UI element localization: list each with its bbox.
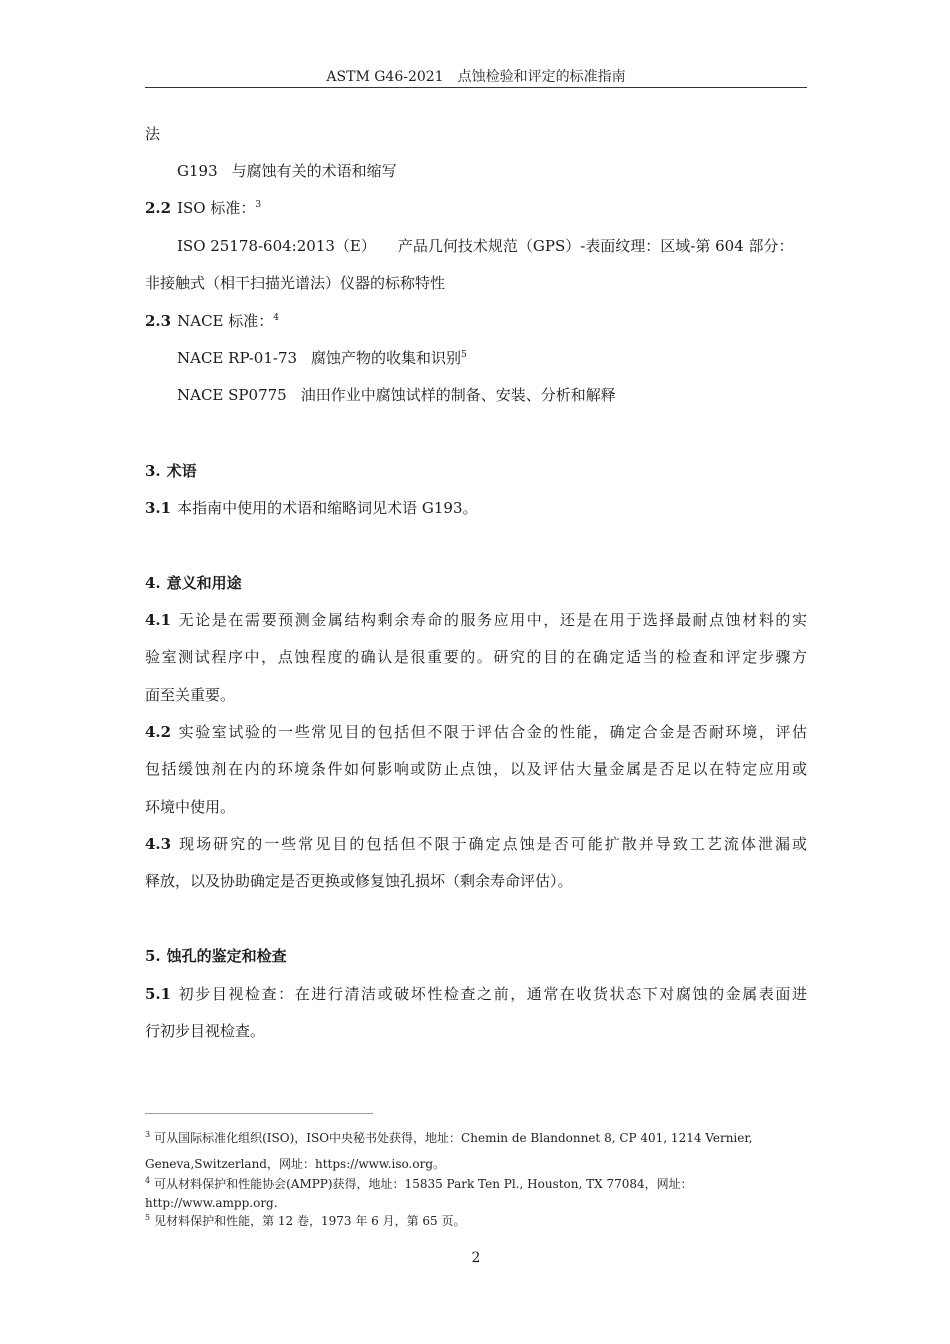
clause-3-1: [145, 498, 807, 518]
reference-nace-rp0173: [177, 348, 839, 368]
footnote-ref: 5: [461, 350, 467, 360]
nace-standards-heading: [145, 311, 807, 331]
footnote-mark: 5: [145, 1213, 151, 1222]
clause-number: 4.1: [145, 611, 172, 629]
clause-4-1-line2: 验室测试程序中，点蚀程度的确认是很重要的。研究的目的在确定适当的检查和评定步骤方: [145, 648, 807, 666]
clause-number: 4.2: [145, 723, 172, 741]
clause-4-2-line3: 环境中使用。: [145, 798, 236, 816]
clause-5-1-line1: [145, 984, 807, 1004]
section-3-heading: [145, 461, 807, 481]
reference-title: 腐蚀产物的收集和识别: [311, 349, 462, 367]
clause-4-1-line1: [145, 610, 807, 630]
header-rule: [145, 87, 807, 88]
section-title: 蚀孔的鉴定和检查: [166, 947, 287, 965]
running-header: ASTM G46-2021 点蚀检验和评定的标准指南: [326, 69, 626, 85]
section-number: 5.: [145, 947, 161, 965]
clause-4-2-line1: [145, 722, 807, 742]
clause-text: 初步目视检查：在进行清洁或破坏性检查之前，通常在收货状态下对腐蚀的金属表面进: [177, 985, 807, 1003]
clause-number: 3.1: [145, 499, 172, 517]
reference-iso-25178: [177, 236, 807, 256]
footnote-4-line1: [145, 1176, 807, 1192]
footnote-text: 见材料保护和性能，第 12 卷，1973 年 6 月，第 65 页。: [154, 1214, 466, 1228]
reference-code: ISO 25178-604:2013（E）: [177, 237, 376, 255]
section-number: 3.: [145, 462, 161, 480]
footnote-ref: 4: [273, 313, 279, 323]
reference-nace-sp0775: [177, 385, 839, 405]
clause-5-1-line2: 行初步目视检查。: [145, 1022, 266, 1040]
clause-text: 实验室试验的一些常见目的包括但不限于评估合金的性能，确定合金是否耐环境，评估: [177, 723, 807, 741]
clause-number: 2.3: [145, 312, 172, 330]
clause-4-1-line3: 面至关重要。: [145, 686, 236, 704]
clause-text: 本指南中使用的术语和缩略词见术语 G193。: [177, 499, 478, 517]
clause-number: 5.1: [145, 985, 172, 1003]
page-number: 2: [471, 1250, 481, 1266]
clause-4-3-line2: 释放，以及协助确定是否更换或修复蚀孔损坏（剩余寿命评估）。: [145, 872, 573, 890]
clause-label: NACE 标准：: [177, 312, 274, 330]
reference-code: NACE SP0775: [177, 386, 287, 404]
footnote-4-line2: http://www.ampp.org.: [145, 1196, 278, 1210]
footnote-text: 可从国际标准化组织(ISO)，ISO中央秘书处获得，地址：Chemin de Blandonnet 8, CP 401, 1214 Vernier,: [154, 1131, 753, 1145]
reference-code: G193: [177, 162, 218, 180]
footnote-text: 可从材料保护和性能协会(AMPP)获得，地址：15835 Park Ten Pl., Houston, TX 77084，网址：: [154, 1177, 693, 1191]
reference-title: 与腐蚀有关的术语和缩写: [231, 162, 397, 180]
clause-number: 4.3: [145, 835, 172, 853]
clause-4-3-line1: [145, 834, 807, 854]
clause-number: 2.2: [145, 199, 172, 217]
reference-title-line1: 产品几何技术规范（GPS）-表面纹理：区域-第 604 部分：: [397, 237, 794, 255]
section-title: 意义和用途: [166, 574, 242, 592]
footnote-separator: [145, 1113, 373, 1114]
reference-code: NACE RP-01-73: [177, 349, 298, 367]
carry-over-text: 法: [145, 125, 161, 143]
document-page: [145, 0, 807, 1344]
section-title: 术语: [166, 462, 197, 480]
footnote-5: [145, 1213, 807, 1229]
clause-label: ISO 标准：: [177, 199, 256, 217]
reference-title: 油田作业中腐蚀试样的制备、安装、分析和解释: [300, 386, 616, 404]
footnote-mark: 3: [145, 1130, 151, 1139]
footnote-mark: 4: [145, 1176, 151, 1185]
clause-4-2-line2: 包括缓蚀剂在内的环境条件如何影响或防止点蚀，以及评估大量金属是否足以在特定应用或: [145, 760, 807, 778]
clause-text: 现场研究的一些常见目的包括但不限于确定点蚀是否可能扩散并导致工艺流体泄漏或: [177, 835, 807, 853]
footnote-3-line1: [145, 1130, 807, 1146]
footnote-ref: 3: [255, 200, 262, 210]
section-5-heading: [145, 946, 807, 966]
reference-title-line2: 非接触式（相干扫描光谱法）仪器的标称特性: [145, 274, 446, 292]
section-4-heading: [145, 573, 807, 593]
clause-text: 无论是在需要预测金属结构剩余寿命的服务应用中，还是在用于选择最耐点蚀材料的实: [177, 611, 807, 629]
reference-g193: [177, 161, 839, 181]
section-number: 4.: [145, 574, 161, 592]
iso-standards-heading: [145, 198, 807, 218]
footnote-3-line2: Geneva,Switzerland，网址：https://www.iso.org。: [145, 1157, 445, 1171]
